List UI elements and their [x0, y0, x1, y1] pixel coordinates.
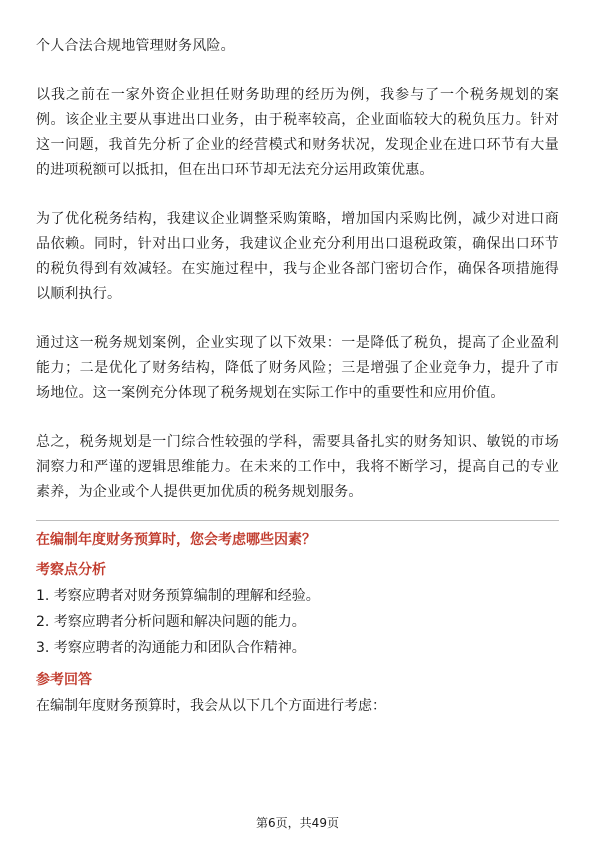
page-footer: 第6页，共49页: [256, 816, 339, 830]
paragraph-gap: [36, 406, 559, 430]
section-divider: [36, 520, 559, 521]
paragraph-1: 个人合法合规地管理财务风险。: [36, 38, 235, 54]
paragraph-gap: [36, 183, 559, 207]
paragraph-5: 总之，税务规划是一门综合性较强的学科，需要具备扎实的财务知识、敏锐的市场洞察力和严谨的逻辑思维能力。在未来的工作中，我将不断学习，提高自己的专业素养，为企业或个人提供更加优质的税务规划服务。: [36, 434, 559, 500]
analysis-item-3: 3. 考察应聘者的沟通能力和团队合作精神。: [36, 640, 306, 656]
paragraph-3: 为了优化税务结构，我建议企业调整采购策略，增加国内采购比例，减少对进口商品依赖。同时，针对出口业务，我建议企业充分利用出口退税政策，确保出口环节的税负得到有效减轻。在实施过程中，我与企业各部门密切合作，确保各项措施得以顺利执行。: [36, 211, 559, 302]
answer-intro: 在编制年度财务预算时，我会从以下几个方面进行考虑：: [36, 698, 386, 714]
paragraph-2: 以我之前在一家外资企业担任财务助理的经历为例，我参与了一个税务规划的案例。该企业主要从事进出口业务，由于税率较高，企业面临较大的税负压力。针对这一问题，我首先分析了企业的经营模式和财务状况，发现企业在进口环节有大量的进项税额可以抵扣，但在出口环节却无法充分运用政策优惠。: [36, 87, 559, 178]
document-page: [36, 34, 559, 719]
paragraph-4: 通过这一税务规划案例，企业实现了以下效果：一是降低了税负，提高了企业盈利能力；二是优化了财务结构，降低了财务风险；三是增强了企业竞争力，提升了市场地位。这一案例充分体现了税务规划在实际工作中的重要性和应用价值。: [36, 335, 559, 401]
question-title: 在编制年度财务预算时，您会考虑哪些因素？: [36, 532, 316, 548]
answer-heading: 参考回答: [36, 672, 92, 688]
analysis-item-2: 2. 考察应聘者分析问题和解决问题的能力。: [36, 614, 306, 630]
analysis-item-1: 1. 考察应聘者对财务预算编制的理解和经验。: [36, 588, 320, 604]
analysis-heading: 考察点分析: [36, 562, 106, 578]
paragraph-gap: [36, 307, 559, 331]
paragraph-gap: [36, 59, 559, 83]
